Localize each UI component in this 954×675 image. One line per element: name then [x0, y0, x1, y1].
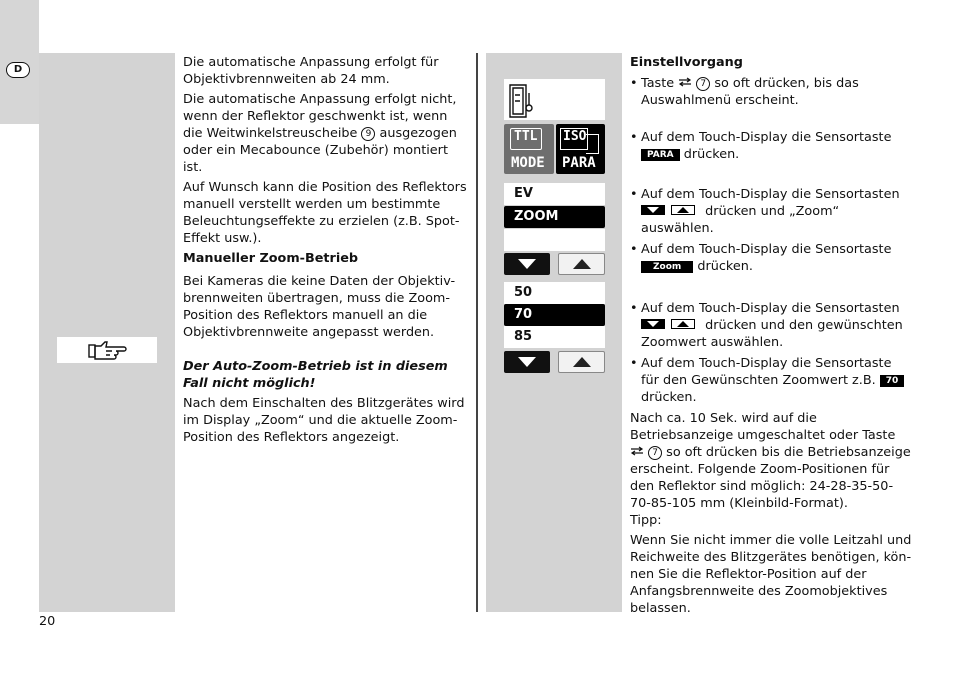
menu-item-zoom-selected[interactable]: ZOOM: [504, 206, 605, 228]
down-button[interactable]: [504, 253, 550, 275]
arrow-up-key-icon: [671, 205, 695, 215]
flash-head-icon: [506, 79, 536, 120]
zoom-value-85[interactable]: 85: [504, 326, 605, 348]
pointing-hand-icon: [57, 337, 157, 363]
zoom-value-70-selected[interactable]: 70: [504, 304, 605, 326]
list-item: • Auf dem Touch-Display die Sensortasten drücken und „Zoom“ auswählen.: [630, 186, 912, 237]
note-hand-box: [57, 337, 157, 363]
arrow-up-key-icon: [671, 319, 695, 329]
paragraph: Wenn Sie nicht immer die volle Leitzahl und Reichweite des Blitzgerätes benötigen, kön-nen Sie die Reflektor-Position auf der Anfangsbrennweite des Zoomobjektives belassen.: [630, 533, 912, 616]
arrow-down-icon: [518, 357, 536, 367]
para-key: PARA: [641, 149, 680, 161]
zoom-70-key: 70: [880, 375, 905, 387]
arrow-down-key-icon: [641, 205, 665, 215]
language-badge: D: [6, 62, 30, 78]
section-heading: Manueller Zoom-Betrieb: [183, 251, 359, 266]
page-number: 20: [39, 614, 56, 629]
ref-number: 7: [696, 77, 710, 91]
ref-number: 9: [361, 127, 375, 141]
tip-label: Tipp:: [630, 513, 662, 528]
right-text: [630, 54, 912, 620]
mode-toggle-key-icon: [630, 446, 644, 456]
zoom-value-50[interactable]: 50: [504, 282, 605, 304]
left-text: [183, 54, 468, 449]
column-divider: [476, 53, 478, 612]
ref-number: 7: [648, 446, 662, 460]
paragraph: Nach dem Einschalten des Blitzgerätes wird im Display „Zoom“ und die aktuelle Zoom-Position des Reflektors angezeigt.: [183, 396, 465, 445]
left-margin-column: [39, 53, 175, 612]
arrow-up-icon: [573, 259, 591, 269]
display-top-panel: [504, 79, 605, 120]
iso-label: ISO: [563, 129, 587, 144]
down-button[interactable]: [504, 351, 550, 373]
list-item: • Auf dem Touch-Display die Sensortaste für den Gewünschten Zoomwert z.B. 70 drücken.: [630, 355, 912, 406]
mode-toggle-key-icon: [678, 77, 692, 87]
paragraph: Die automatische Anpassung erfolgt nicht, wenn der Reflektor geschwenkt ist, wenn die Weitwinkelstreuscheibe 9 ausgezogen oder ein Mecabounce (Zubehör) montiert ist.: [183, 92, 457, 175]
paragraph: Bei Kameras die keine Daten der Objektiv-brennweiten übertragen, muss die Zoom-Position des Reflektors manuell an die Objektivbrennweite angepasst werden.: [183, 274, 456, 340]
steps-list: [630, 75, 912, 406]
zoom-key: Zoom: [641, 261, 693, 273]
para-label: PARA: [562, 155, 596, 171]
list-item: • Taste 7 so oft drücken, bis das Auswahlmenü erscheint.: [630, 75, 912, 109]
paragraph: Nach ca. 10 Sek. wird auf die Betriebsanzeige umgeschaltet oder Taste 7 so oft drücken bis die Betriebsanzeige erscheint. Folgende Zoom-Positionen für den Reflektor sind möglich: 24-28-35-50-70-85-105 mm (Kleinbild-Format).: [630, 411, 911, 511]
arrow-up-icon: [573, 357, 591, 367]
up-button[interactable]: [558, 351, 605, 373]
arrow-down-icon: [518, 259, 536, 269]
note-text: Der Auto-Zoom-Betrieb ist in diesem Fall nicht möglich!: [183, 359, 448, 391]
paragraph: Auf Wunsch kann die Position des Reflektors manuell verstellt werden um bestimmte Beleuchtungseffekte zu erzielen (z.B. Spot-Effekt usw.).: [183, 180, 467, 246]
up-button[interactable]: [558, 253, 605, 275]
paragraph: Die automatische Anpassung erfolgt für Objektivbrennweiten ab 24 mm.: [183, 55, 439, 87]
list-item: • Auf dem Touch-Display die Sensortasten drücken und den gewünschten Zoomwert auswählen.: [630, 300, 912, 351]
section-heading: Einstellvorgang: [630, 55, 743, 70]
menu-item-ev[interactable]: EV: [504, 183, 605, 205]
list-item: • Auf dem Touch-Display die Sensortaste Zoom drücken.: [630, 241, 912, 275]
ttl-mode-button[interactable]: [504, 124, 554, 174]
iso-para-button[interactable]: [556, 124, 605, 174]
ttl-label: TTL: [514, 129, 538, 144]
arrow-down-key-icon: [641, 319, 665, 329]
mode-label: MODE: [511, 155, 545, 171]
menu-item-empty: [504, 229, 605, 251]
list-item: • Auf dem Touch-Display die Sensortaste PARA drücken.: [630, 129, 912, 163]
